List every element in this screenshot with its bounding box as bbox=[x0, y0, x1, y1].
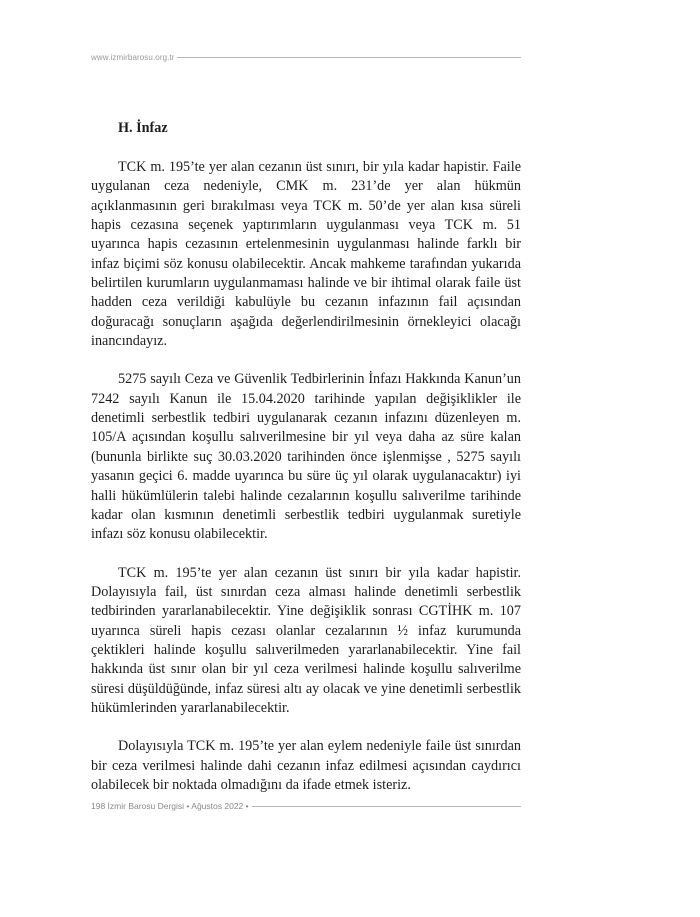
paragraph-4: Dolayısıyla TCK m. 195’te yer alan eylem nedeniyle faile üst sınırdan bir ceza verilmesi halinde dahi cezanın infaz edilmesi açısından caydırıcı olabilecek bir noktada olmadığını da ifade etmek isteriz. bbox=[91, 738, 521, 793]
paragraph-2: 5275 sayılı Ceza ve Güvenlik Tedbirlerinin İnfazı Hakkında Kanun’un 7242 sayılı Kanun ile 15.04.2020 tarihinde yapılan değişiklikler ile denetimli serbestlik tedbiri uygulanarak cezanın infazını düzenleyen m. 105/A açısından koşullu salıverilmesine bir yıl veya daha az süre kalan (bununla birlikte suç 30.03.2020 tarihinden önce işlenmişse , 5275 sayılı yasanın geçici 6. madde uyarınca bu süre üç yıl olarak uygulanacaktır) iyi halli hükümlülerin talebi halinde cezalarının koşullu salıverilme tarihinde kadar olan kısmının denetimli serbestlik tedbiri uygulanmak suretiyle infazı söz konusu olabilecektir. bbox=[91, 371, 521, 543]
header-rule bbox=[177, 57, 521, 58]
page-footer bbox=[91, 801, 521, 811]
page-header bbox=[91, 53, 521, 62]
footer-text: 198 İzmir Barosu Dergisi • Ağustos 2022 • bbox=[91, 801, 249, 811]
paragraph-3: TCK m. 195’te yer alan cezanın üst sınırı bir yıla kadar hapistir. Dolayısıyla fail, üst sınırdan ceza alması halinde denetimli serbestlik tedbirinden yararlanabilecektir. Yine değişiklik sonrası CGTİHK m. 107 uyarınca süreli hapis cezası olanlar cezalarının ½ infaz kurumunda çektikleri halinde koşullu salıverilmeden yararlanabilecektir. Yine fail hakkında üst sınır olan bir yıl ceza verilmesi halinde koşullu salıverilme süresi düşüldüğünde, infaz süresi altı ay olacak ve yine denetimli serbestlik hükümlerinden yararlanabilecektir. bbox=[91, 564, 521, 716]
paragraph-1: TCK m. 195’te yer alan cezanın üst sınırı, bir yıla kadar hapistir. Faile uygulanan ceza nedeniyle, CMK m. 231’de yer alan hükmün açıklanmasının geri bırakılması veya TCK m. 50’de yer alan kısa süreli hapis cezasına seçenek yaptırımların uygulanması veya TCK m. 51 uyarınca hapis cezasının ertelenmesinin uygulanması halinde farklı bir infaz biçimi söz konusu olabilecektir. Ancak mahkeme tarafından yukarıda belirtilen kurumların uygulanmaması halinde ve bir ihtimal olarak faile üst hadden ceza verildiği kabulüyle bu cezanın infazının fail açısından doğuracağı sonuçların aşağıda değerlendirilmesinin örnekleyici olacağı inancındayız. bbox=[91, 159, 521, 350]
page-content bbox=[91, 108, 521, 795]
footer-rule bbox=[252, 806, 521, 807]
section-heading: H. İnfaz bbox=[118, 120, 168, 136]
header-url: www.izmirbarosu.org.tr bbox=[91, 53, 175, 62]
